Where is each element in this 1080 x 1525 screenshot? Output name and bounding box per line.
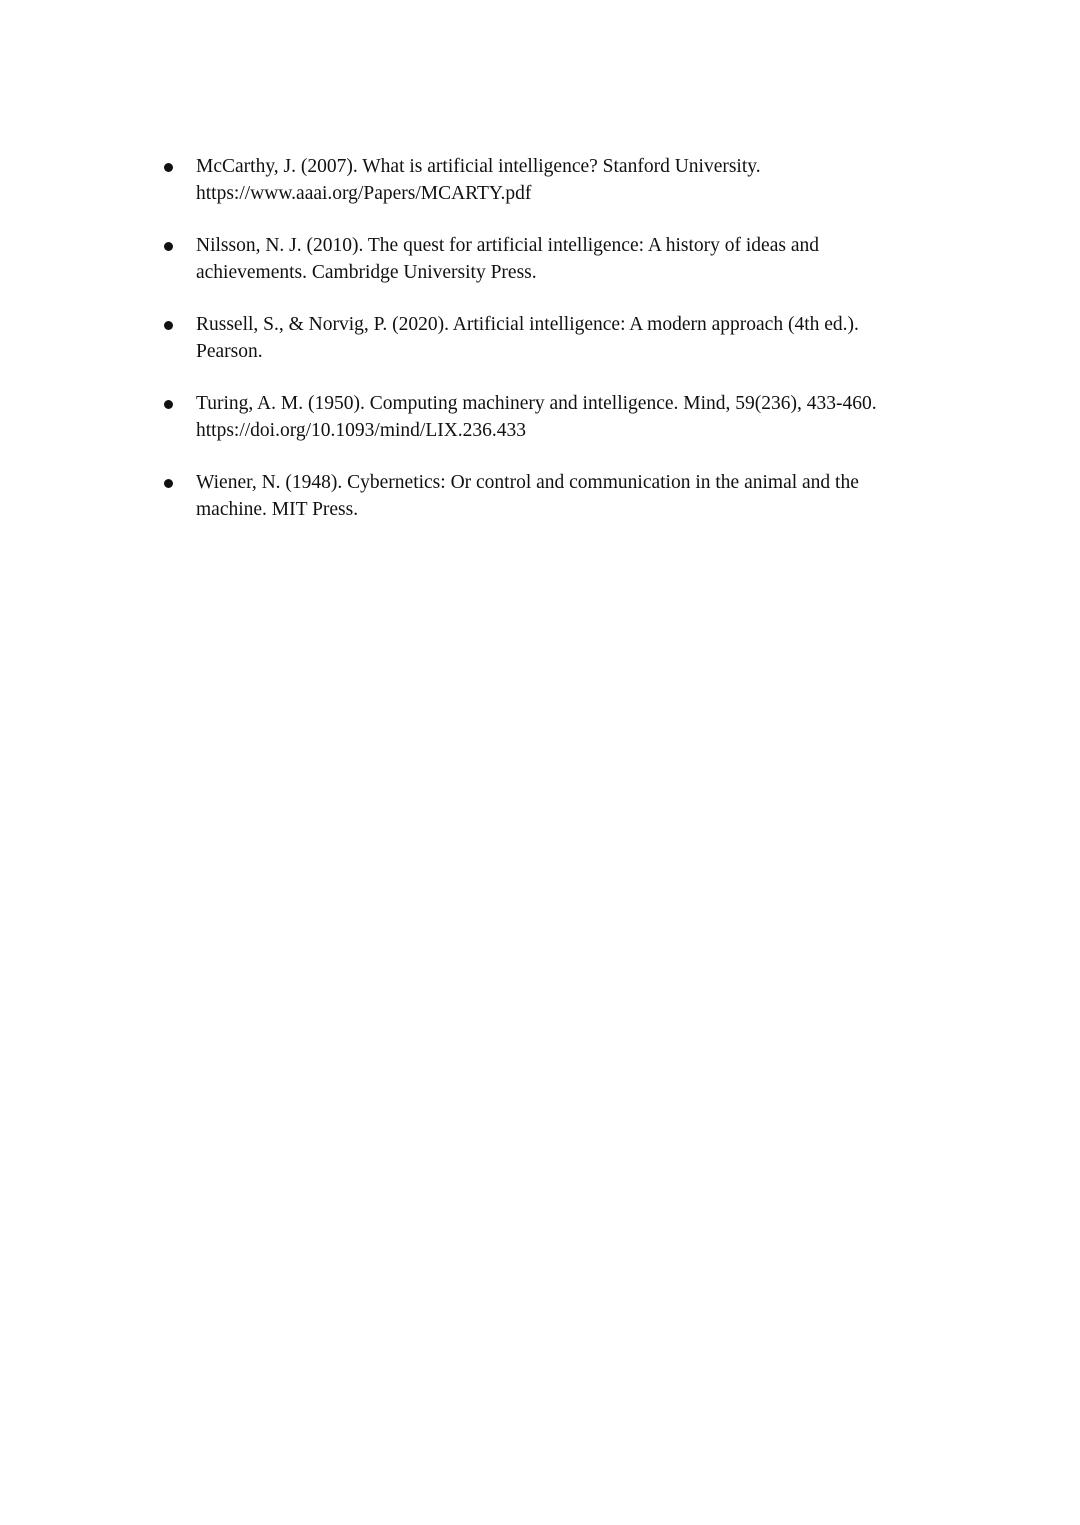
reference-text-continued: Pearson. [196, 340, 263, 362]
reference-url: https://www.aaai.org/Papers/MCARTY.pdf [196, 182, 532, 204]
bullet-icon [164, 400, 173, 409]
bullet-icon [164, 242, 173, 251]
reference-text-continued: machine. MIT Press. [196, 498, 359, 520]
reference-item-nilsson [164, 233, 924, 286]
bullet-icon [164, 479, 173, 488]
reference-item-turing [164, 391, 924, 444]
reference-text: McCarthy, J. (2007). What is artificial intelligence? Stanford University. [196, 156, 761, 177]
reference-text: Wiener, N. (1948). Cybernetics: Or control and communication in the animal and the [196, 472, 859, 493]
reference-text: Turing, A. M. (1950). Computing machinery and intelligence. Mind, 59(236), 433-460. [196, 393, 877, 414]
reference-item-mccarthy [164, 154, 924, 207]
bullet-icon [164, 163, 173, 172]
reference-url: https://doi.org/10.1093/mind/LIX.236.433 [196, 419, 527, 441]
reference-text: Nilsson, N. J. (2010). The quest for artificial intelligence: A history of ideas and [196, 235, 819, 256]
reference-item-russell [164, 312, 924, 365]
reference-text-continued: achievements. Cambridge University Press. [196, 261, 537, 283]
reference-item-wiener [164, 470, 924, 523]
reference-text: Russell, S., & Norvig, P. (2020). Artificial intelligence: A modern approach (4th ed.). [196, 314, 859, 335]
reference-list [164, 154, 924, 549]
bullet-icon [164, 321, 173, 330]
